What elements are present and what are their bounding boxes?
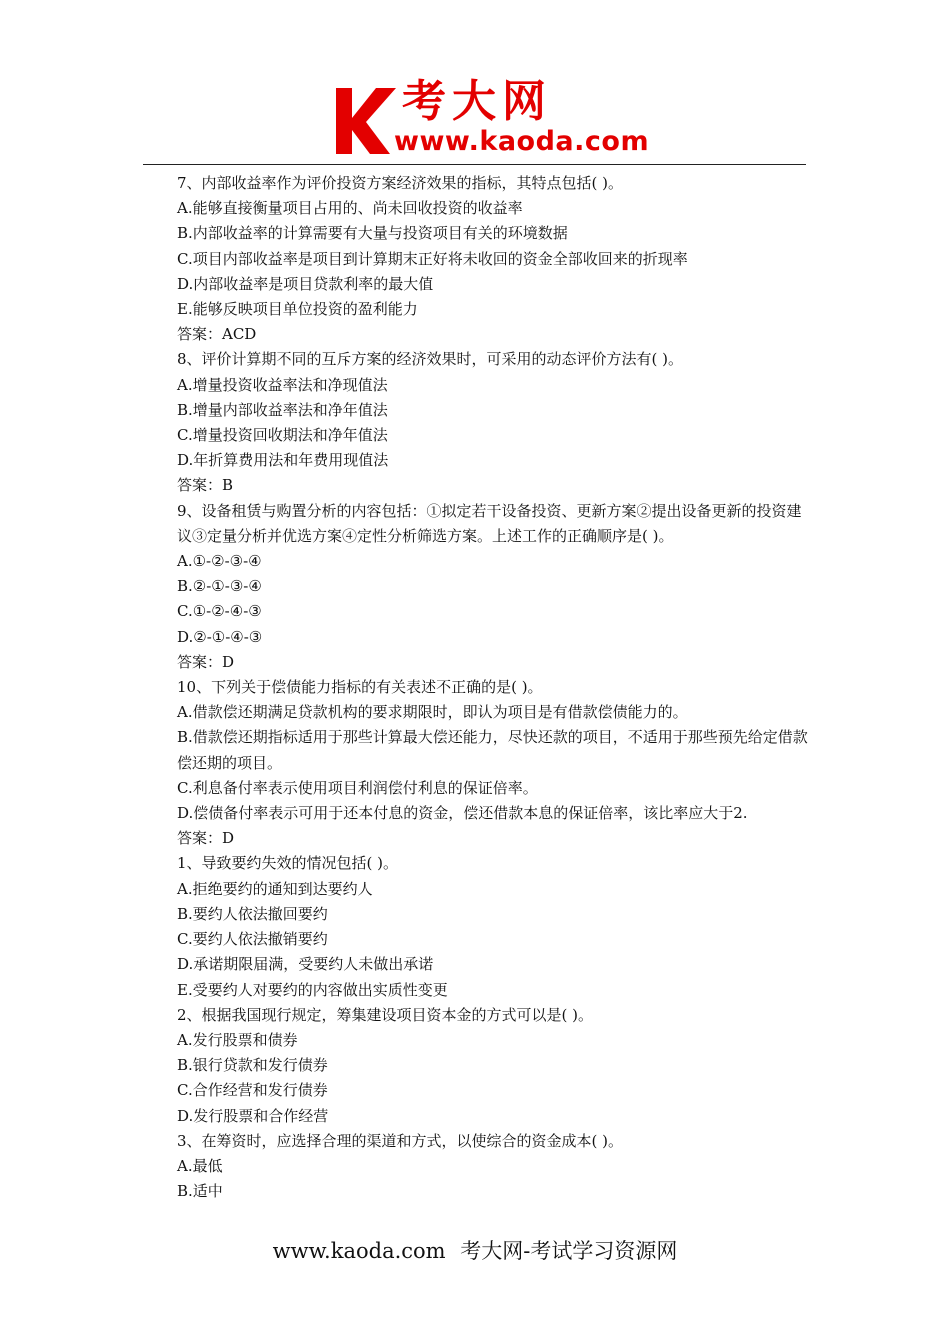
option-line: B.银行贷款和发行债券 bbox=[177, 1056, 328, 1075]
option-line: A.能够直接衡量项目占用的、尚未回收投资的收益率 bbox=[177, 199, 523, 218]
option-line: B.②-①-③-④ bbox=[177, 577, 262, 596]
page-footer bbox=[0, 1236, 950, 1266]
answer-line: 答案：D bbox=[177, 829, 235, 848]
answer-line: 答案：ACD bbox=[177, 325, 257, 344]
option-line: E.受要约人对要约的内容做出实质性变更 bbox=[177, 980, 448, 999]
option-line: C.要约人依法撤销要约 bbox=[177, 930, 328, 949]
option-line: D.内部收益率是项目贷款利率的最大值 bbox=[177, 274, 434, 293]
option-line: D.偿债备付率表示可用于还本付息的资金，偿还借款本息的保证倍率，该比率应大于2. bbox=[177, 804, 748, 823]
footer-url: www.kaoda.com bbox=[272, 1239, 446, 1263]
option-line: B.要约人依法撤回要约 bbox=[177, 904, 328, 923]
option-line: B.借款偿还期指标适用于那些计算最大偿还能力，尽快还款的项目，不适用于那些预先给定借款偿还期的项目。 bbox=[177, 728, 808, 772]
header-divider bbox=[143, 164, 806, 165]
option-line: A.①-②-③-④ bbox=[177, 552, 262, 571]
option-line: A.借款偿还期满足贷款机构的要求期限时，即认为项目是有借款偿债能力的。 bbox=[177, 703, 688, 722]
option-line: A.拒绝要约的通知到达要约人 bbox=[177, 879, 373, 898]
logo-title: 考大网 bbox=[402, 76, 552, 127]
option-line: D.发行股票和合作经营 bbox=[177, 1106, 329, 1125]
question-line: 9、设备租赁与购置分析的内容包括：①拟定若干设备投资、更新方案②提出设备更新的投资建议③定量分析并优选方案④定性分析筛选方案。上述工作的正确顺序是( )。 bbox=[177, 501, 802, 545]
question-line: 2、根据我国现行规定，筹集建设项目资本金的方式可以是( )。 bbox=[177, 1005, 594, 1024]
answer-line: 答案：B bbox=[177, 476, 234, 495]
question-line: 7、内部收益率作为评价投资方案经济效果的指标，其特点包括( )。 bbox=[177, 174, 624, 192]
logo-url: www.kaoda.com bbox=[394, 126, 650, 157]
question-content bbox=[144, 171, 808, 1204]
option-line: D.年折算费用法和年费用现值法 bbox=[177, 451, 389, 470]
site-logo bbox=[332, 76, 662, 160]
option-line: E.能够反映项目单位投资的盈利能力 bbox=[177, 300, 418, 319]
option-line: C.①-②-④-③ bbox=[177, 602, 262, 621]
option-line: B.增量内部收益率法和净年值法 bbox=[177, 400, 388, 419]
answer-line: 答案：D bbox=[177, 652, 235, 671]
option-line: C.利息备付率表示使用项目利润偿付利息的保证倍率。 bbox=[177, 778, 538, 797]
option-line: A.增量投资收益率法和净现值法 bbox=[177, 375, 388, 394]
question-line: 1、导致要约失效的情况包括( )。 bbox=[177, 854, 399, 873]
option-line: D.②-①-④-③ bbox=[177, 627, 263, 646]
k-logo-icon bbox=[332, 84, 398, 156]
option-line: A.发行股票和债券 bbox=[177, 1030, 298, 1049]
question-line: 8、评价计算期不同的互斥方案的经济效果时，可采用的动态评价方法有( )。 bbox=[177, 350, 684, 369]
question-line: 3、在筹资时，应选择合理的渠道和方式，以使综合的资金成本( )。 bbox=[177, 1131, 624, 1150]
option-line: D.承诺期限届满，受要约人未做出承诺 bbox=[177, 955, 434, 974]
question-line: 10、下列关于偿债能力指标的有关表述不正确的是( )。 bbox=[177, 678, 543, 697]
footer-tagline: 考大网-考试学习资源网 bbox=[460, 1239, 678, 1263]
option-line: B.内部收益率的计算需要有大量与投资项目有关的环境数据 bbox=[177, 224, 568, 243]
option-line: C.项目内部收益率是项目到计算期末正好将未收回的资金全部收回来的折现率 bbox=[177, 249, 688, 268]
option-line: A.最低 bbox=[177, 1156, 223, 1175]
option-line: C.增量投资回收期法和净年值法 bbox=[177, 426, 388, 445]
option-line: C.合作经营和发行债券 bbox=[177, 1081, 328, 1100]
option-line: B.适中 bbox=[177, 1182, 223, 1201]
